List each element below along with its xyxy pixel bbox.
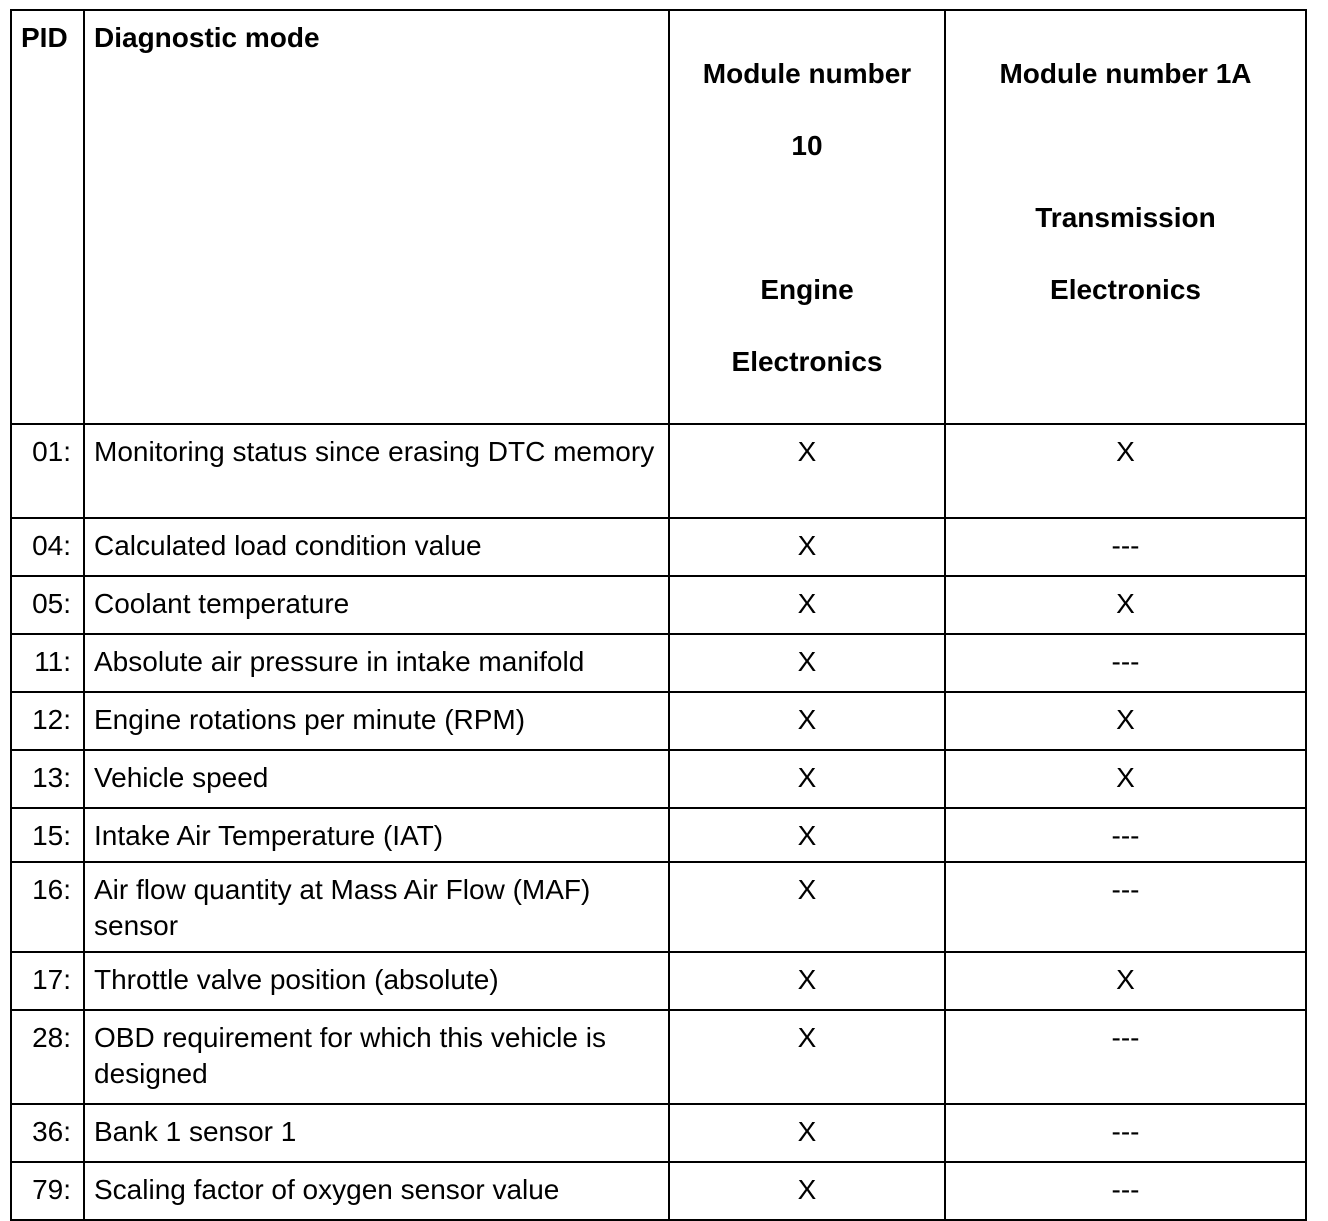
table-row (11, 1162, 1306, 1220)
diagnostic-mode-cell: Calculated load condition value (84, 518, 669, 576)
module-1a-cell: --- (945, 518, 1306, 576)
module-1a-cell: --- (945, 634, 1306, 692)
module-10-cell: X (669, 1104, 945, 1162)
table-row (11, 692, 1306, 750)
module-10-cell: X (669, 576, 945, 634)
pid-cell: 36: (11, 1104, 84, 1162)
module-10-cell: X (669, 634, 945, 692)
header-module-10-line: 10 (791, 130, 823, 161)
table-row (11, 862, 1306, 952)
diagnostic-mode-cell: Throttle valve position (absolute) (84, 952, 669, 1010)
pid-cell: 01: (11, 424, 84, 518)
header-pid: PID (11, 10, 84, 424)
header-module-1a-line: Transmission (1035, 202, 1216, 233)
module-1a-cell: X (945, 952, 1306, 1010)
module-1a-cell: --- (945, 808, 1306, 862)
table-row (11, 424, 1306, 518)
diagnostic-mode-cell: Intake Air Temperature (IAT) (84, 808, 669, 862)
header-module-10-line: Electronics (731, 346, 883, 377)
pid-cell: 05: (11, 576, 84, 634)
module-10-cell: X (669, 692, 945, 750)
pid-cell: 04: (11, 518, 84, 576)
header-module-1a (945, 10, 1306, 424)
module-10-cell: X (669, 750, 945, 808)
header-module-1a-line (955, 128, 1296, 164)
pid-cell: 17: (11, 952, 84, 1010)
table-row (11, 1104, 1306, 1162)
pid-cell: 79: (11, 1162, 84, 1220)
pid-cell: 11: (11, 634, 84, 692)
module-10-cell: X (669, 424, 945, 518)
module-1a-cell: X (945, 576, 1306, 634)
module-1a-cell: --- (945, 862, 1306, 952)
module-1a-cell: X (945, 424, 1306, 518)
pid-cell: 16: (11, 862, 84, 952)
header-module-1a-line: Module number 1A (999, 58, 1252, 89)
module-1a-cell: --- (945, 1104, 1306, 1162)
diagnostic-mode-cell: Absolute air pressure in intake manifold (84, 634, 669, 692)
module-10-cell: X (669, 1162, 945, 1220)
diagnostic-mode-cell: Monitoring status since erasing DTC memory (84, 424, 669, 518)
table-row (11, 576, 1306, 634)
diagnostic-mode-cell: Engine rotations per minute (RPM) (84, 692, 669, 750)
diagnostic-mode-cell: Air flow quantity at Mass Air Flow (MAF) sensor (84, 862, 669, 952)
table-row (11, 634, 1306, 692)
header-module-10-line (679, 200, 935, 236)
table-row (11, 808, 1306, 862)
header-row (11, 10, 1306, 424)
diagnostic-mode-cell: Vehicle speed (84, 750, 669, 808)
module-1a-cell: --- (945, 1162, 1306, 1220)
pid-cell: 28: (11, 1010, 84, 1104)
table-row (11, 518, 1306, 576)
table-row (11, 1010, 1306, 1104)
module-10-cell: X (669, 808, 945, 862)
pid-cell: 13: (11, 750, 84, 808)
table-row (11, 952, 1306, 1010)
header-diagnostic-mode: Diagnostic mode (84, 10, 669, 424)
header-module-10-line: Module number (702, 58, 912, 89)
diagnostic-mode-cell: OBD requirement for which this vehicle is designed (84, 1010, 669, 1104)
module-1a-cell: X (945, 692, 1306, 750)
header-module-1a-line: Electronics (1050, 274, 1201, 305)
module-10-cell: X (669, 518, 945, 576)
module-1a-cell: --- (945, 1010, 1306, 1104)
diagnostic-mode-cell: Scaling factor of oxygen sensor value (84, 1162, 669, 1220)
header-module-10-line: Engine (760, 274, 854, 305)
module-10-cell: X (669, 862, 945, 952)
pid-cell: 15: (11, 808, 84, 862)
pid-module-table (10, 9, 1307, 1221)
module-10-cell: X (669, 1010, 945, 1104)
pid-cell: 12: (11, 692, 84, 750)
module-10-cell: X (669, 952, 945, 1010)
module-1a-cell: X (945, 750, 1306, 808)
header-module-10 (669, 10, 945, 424)
diagnostic-mode-cell: Coolant temperature (84, 576, 669, 634)
diagnostic-mode-cell: Bank 1 sensor 1 (84, 1104, 669, 1162)
table-row (11, 750, 1306, 808)
